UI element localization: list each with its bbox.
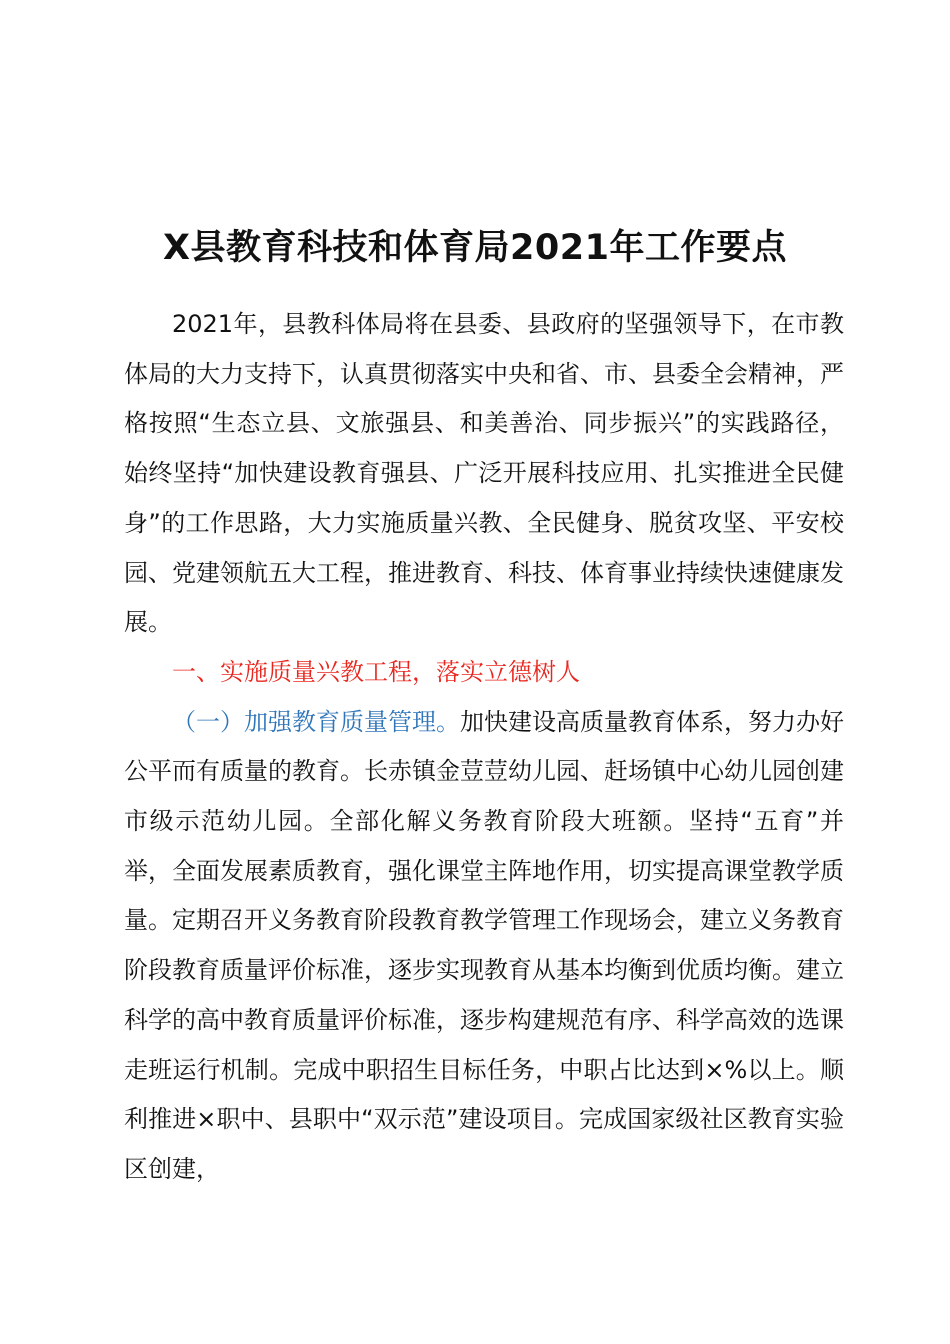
subsection-body: 加快建设高质量教育体系，努力办好公平而有质量的教育。长赤镇金荳荳幼儿园、赶场镇中心幼儿园创建市级示范幼儿园。全部化解义务教育阶段大班额。坚持“五育”并举，全面发展素质教育，强化课堂主阵地作用，切实提高课堂教学质量。定期召开义务教育阶段教育教学管理工作现场会，建立义务教育阶段教育质量评价标准，逐步实现教育从基本均衡到优质均衡。建立科学的高中教育质量评价标准，逐步构建规范有序、科学高效的选课走班运行机制。完成中职招生目标任务，中职占比达到×%以上。顺利推进×职中、县职中“双示范”建设项目。完成国家级社区教育实验区创建，: [124, 707, 844, 1183]
document-title: X县教育科技和体育局2021年工作要点: [163, 228, 787, 268]
subsection-paragraph: [124, 698, 844, 1195]
intro-paragraph: 2021年，县教科体局将在县委、县政府的坚强领导下，在市教体局的大力支持下，认真贯彻落实中央和省、市、县委全会精神，严格按照“生态立县、文旅强县、和美善治、同步振兴”的实践路径，始终坚持“加快建设教育强县、广泛开展科技应用、扎实推进全民健身”的工作思路，大力实施质量兴教、全民健身、脱贫攻坚、平安校园、党建领航五大工程，推进教育、科技、体育事业持续快速健康发展。: [124, 310, 844, 637]
subsection-heading: （一）加强教育质量管理。: [172, 707, 460, 736]
document-body: [124, 300, 844, 1195]
section-heading: 一、实施质量兴教工程，落实立德树人: [172, 657, 580, 686]
